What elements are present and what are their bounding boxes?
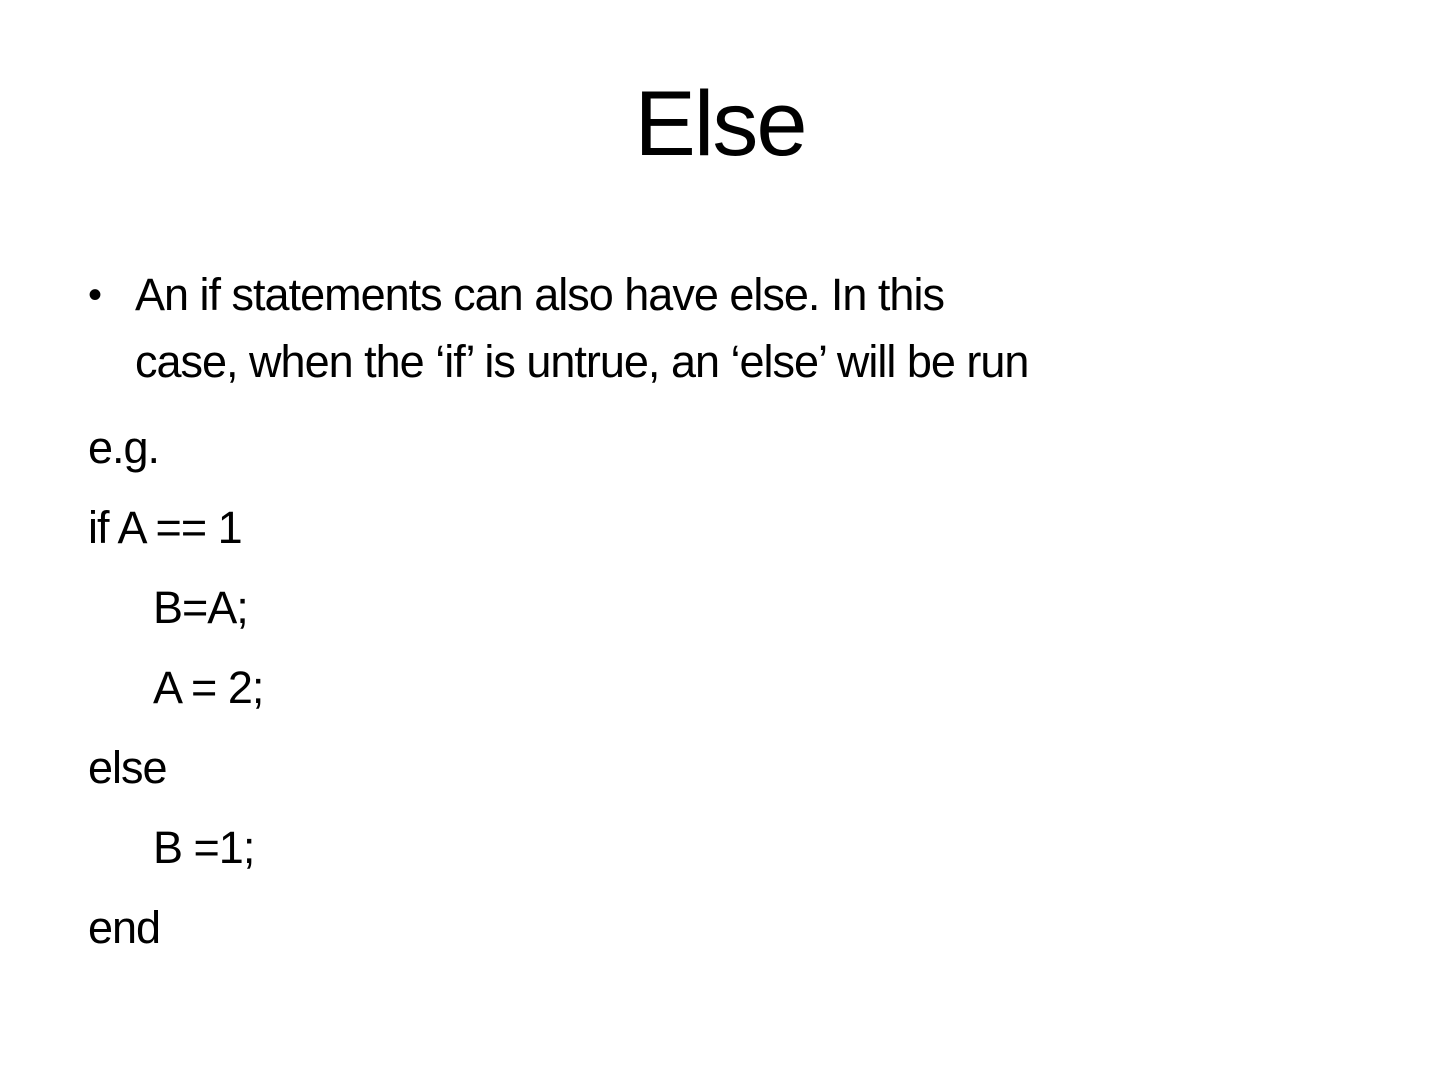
bullet-text — [135, 262, 1380, 395]
bullet-text-line-2: case, when the ‘if’ is untrue, an ‘else’ will be run — [135, 335, 1029, 387]
code-example — [88, 421, 1380, 955]
code-line-end: end — [88, 902, 161, 954]
bullet-marker: • — [88, 273, 102, 317]
code-line-eg: e.g. — [88, 422, 160, 474]
code-line-else: else — [88, 742, 167, 794]
slide-body — [88, 262, 1380, 955]
code-line-a-equals-2: A = 2; — [153, 662, 264, 714]
code-line-b-equals-a: B=A; — [153, 582, 248, 634]
bullet-text-line-1: An if statements can also have else. In this — [135, 269, 944, 320]
code-line-if: if A == 1 — [88, 502, 242, 554]
code-line-b-equals-1: B =1; — [153, 822, 255, 874]
slide-title: Else — [634, 73, 806, 175]
bullet-item — [88, 262, 1380, 395]
